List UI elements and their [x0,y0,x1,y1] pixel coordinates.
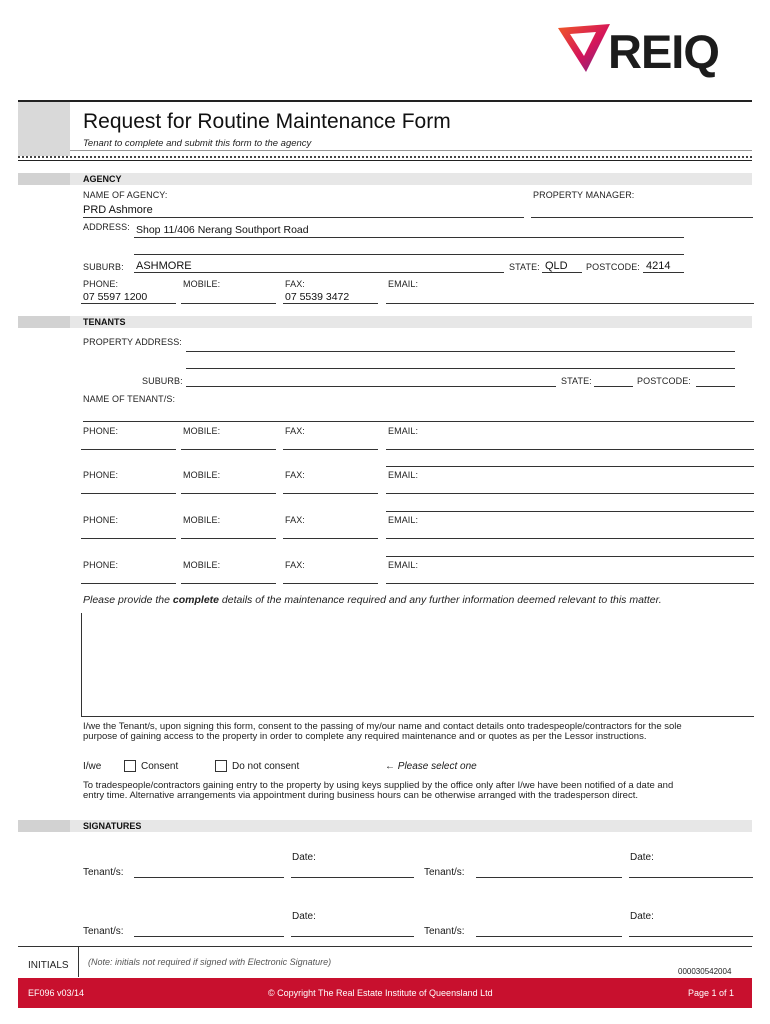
footer-bar [18,978,752,1008]
tenant-email-field[interactable] [386,449,754,450]
details-prompt [83,594,662,606]
tenant-contact-divider [386,466,754,467]
date-field[interactable] [629,877,753,878]
agency-address-field[interactable] [134,222,684,238]
tenant-phone-label: PHONE: [83,426,119,436]
tenant-phone-field[interactable] [81,583,176,584]
arrow-left-icon: ← [385,761,395,772]
tenant-mobile-field[interactable] [181,538,276,539]
agency-section-title: AGENCY [83,174,122,184]
tenant-sig-label: Tenant/s: [83,926,124,937]
signature-block-2 [0,909,770,939]
tenant-sig-label: Tenant/s: [424,867,465,878]
tenant-phone-field[interactable] [81,538,176,539]
tenant-mobile-field[interactable] [181,493,276,494]
band-tab [18,316,70,328]
agency-suburb-field[interactable] [134,258,504,273]
property-manager-label: PROPERTY MANAGER: [533,190,635,200]
agency-fax-value: 07 5539 3472 [285,291,350,303]
tenant-phone-label: PHONE: [83,515,119,525]
title-side-block [18,102,70,156]
brand-name: REIQ [608,25,719,78]
tenant-fax-field[interactable] [283,583,378,584]
band-tab [18,820,70,832]
tenant-phone-field[interactable] [81,493,176,494]
agency-mobile-label: MOBILE: [183,279,221,289]
agency-postcode-field[interactable] [643,258,684,273]
date-label: Date: [630,852,654,863]
tenant-fax-field[interactable] [283,449,378,450]
reiq-mark-icon [556,22,612,76]
tenant-names-label: NAME OF TENANT/S: [83,394,176,404]
date-field[interactable] [629,936,753,937]
tenants-section-title: TENANTS [83,317,126,327]
tenant-mobile-label: MOBILE: [183,515,221,525]
agency-phone-value: 07 5597 1200 [83,291,148,303]
tenant-email-label: EMAIL: [388,470,419,480]
tenant-mobile-field[interactable] [181,449,276,450]
signature-block-1 [0,850,770,880]
date-label: Date: [630,911,654,922]
agency-email-label: EMAIL: [388,279,419,289]
tenant-suburb-field[interactable] [186,386,556,387]
form-code: EF096 v03/14 [28,988,85,998]
initials-divider [78,947,79,977]
tenant-fax-label: FAX: [285,560,305,570]
tenant-fax-label: FAX: [285,470,305,480]
agency-address-value: Shop 11/406 Nerang Southport Road [136,224,309,236]
property-manager-field[interactable] [531,203,753,218]
agency-state-label: STATE: [509,262,540,272]
date-field[interactable] [291,877,414,878]
agency-name-label: NAME OF AGENCY: [83,190,168,200]
date-field[interactable] [291,936,414,937]
title-rule-bottom [18,156,752,158]
agency-phone-label: PHONE: [83,279,119,289]
signatures-section-title: SIGNATURES [83,821,142,831]
tenant-email-field[interactable] [386,493,754,494]
tenant-mobile-label: MOBILE: [183,560,221,570]
tenant-phone-label: PHONE: [83,560,119,570]
agency-address-label: ADDRESS: [83,222,130,232]
agency-state-value: QLD [545,260,568,272]
agency-section-band [18,173,752,185]
tenant-mobile-field[interactable] [181,583,276,584]
agency-phone-field[interactable] [81,289,176,304]
tenant-mobile-label: MOBILE: [183,470,221,480]
no-consent-label: Do not consent [232,761,300,772]
keys-paragraph: To tradespeople/contractors gaining entry to the property by using keys supplied by the office only after I/we have been notified of a date and entry time. Alternative arrangements via appointment during business hours can be otherwise arranged with the tradesperson direct. [83,780,674,801]
agency-suburb-label: SUBURB: [83,262,124,272]
tenant-contact-divider [386,511,754,512]
agency-name-field[interactable] [83,203,524,218]
tenant-email-label: EMAIL: [388,426,419,436]
agency-mobile-field[interactable] [181,289,276,304]
agency-email-field[interactable] [386,289,754,304]
agency-fax-field[interactable] [283,289,378,304]
consent-paragraph: I/we the Tenant/s, upon signing this form, consent to the passing of my/our name and contact details onto tradespeople/contractors for the sole purpose of gaining access to the property in order to complete any required maintenance and or quotes as per the Lessor instructions. [83,721,682,742]
tenant-fax-field[interactable] [283,493,378,494]
title-rule-top [18,100,752,102]
tenant-suburb-label: SUBURB: [142,376,183,386]
date-label: Date: [292,852,316,863]
consent-iwe-label: I/we [83,761,102,772]
property-address-field[interactable] [186,351,735,352]
tenant-signature-field[interactable] [476,877,622,878]
tenant-sig-label: Tenant/s: [83,867,124,878]
agency-state-field[interactable] [542,258,582,273]
agency-name-value: PRD Ashmore [83,204,153,216]
agency-suburb-value: ASHMORE [136,260,192,272]
agency-fax-label: FAX: [285,279,305,289]
title-rule-bottom-2 [18,160,752,161]
tenant-postcode-field[interactable] [696,386,735,387]
tenant-contact-row-3 [0,515,770,539]
initials-box[interactable] [18,946,752,977]
tenant-signature-field[interactable] [134,877,284,878]
select-hint [385,761,477,772]
page-subtitle: Tenant to complete and submit this form to the agency [83,138,312,149]
tenant-names-field[interactable] [83,421,754,422]
property-address-label: PROPERTY ADDRESS: [83,337,182,347]
tenant-email-field[interactable] [386,583,754,584]
property-address-line-2[interactable] [186,368,735,369]
tenant-sig-label: Tenant/s: [424,926,465,937]
initials-label: INITIALS [28,960,69,971]
agency-postcode-label: POSTCODE: [586,262,640,272]
page-title: Request for Routine Maintenance Form [83,110,451,133]
tenant-fax-field[interactable] [283,538,378,539]
tenant-email-label: EMAIL: [388,515,419,525]
tenant-signature-field[interactable] [476,936,622,937]
maintenance-details-textarea[interactable] [81,613,754,717]
tenant-phone-field[interactable] [81,449,176,450]
no-consent-checkbox[interactable] [215,760,227,772]
reiq-logo [556,22,756,76]
details-prompt-bold: complete [172,594,220,606]
band-tab [18,173,70,185]
tenant-contact-row-4 [0,560,770,584]
page-number: Page 1 of 1 [688,988,735,998]
tenant-contact-row-1 [0,426,770,450]
tenant-state-label: STATE: [561,376,592,386]
agency-postcode-value: 4214 [646,260,671,272]
tenant-state-field[interactable] [594,386,633,387]
select-hint-text: Please select one [397,761,477,772]
consent-label: Consent [141,761,179,772]
details-prompt-pre: Please provide the [83,594,173,606]
tenant-postcode-label: POSTCODE: [637,376,691,386]
tenant-phone-label: PHONE: [83,470,119,480]
copyright-text: © Copyright The Real Estate Institute of Queensland Ltd [268,988,493,998]
consent-checkbox[interactable] [124,760,136,772]
tenant-signature-field[interactable] [134,936,284,937]
date-label: Date: [292,911,316,922]
initials-note: (Note: initials not required if signed with Electronic Signature) [88,957,332,967]
tenants-section-band [18,316,752,328]
tenant-contact-row-2 [0,470,770,494]
tenant-mobile-label: MOBILE: [183,426,221,436]
agency-address-line-2[interactable] [134,254,684,255]
title-rule-mid [70,150,752,151]
details-prompt-post: details of the maintenance required and any further information deemed relevant to this matter. [219,594,662,606]
tenant-fax-label: FAX: [285,515,305,525]
tenant-email-field[interactable] [386,538,754,539]
tenant-email-label: EMAIL: [388,560,419,570]
signatures-section-band [18,820,752,832]
tenant-contact-divider [386,556,754,557]
tenant-fax-label: FAX: [285,426,305,436]
document-number: 000030542004 [678,967,732,976]
